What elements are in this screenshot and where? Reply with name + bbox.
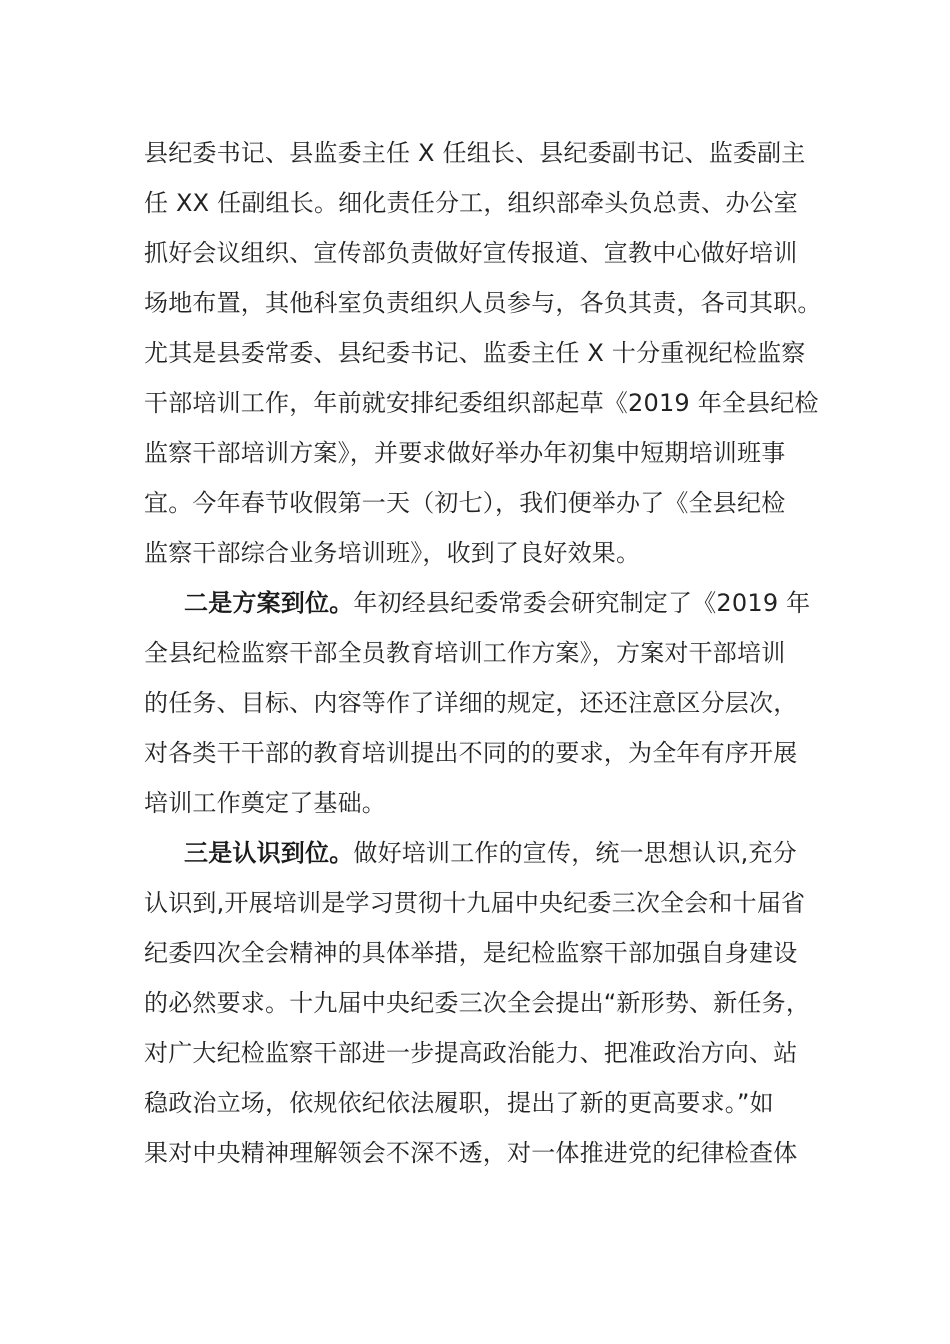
text-line: 全县纪检监察干部全员教育培训工作方案》，方案对干部培训 bbox=[144, 639, 786, 667]
paragraph-heading: 二是方案到位。 bbox=[184, 589, 354, 617]
text-line: 监察干部综合业务培训班》，收到了良好效果。 bbox=[144, 539, 641, 567]
paragraph-2 bbox=[144, 578, 814, 828]
text-line: 对各类干干部的教育培训提出不同的的要求，为全年有序开展 bbox=[144, 739, 798, 767]
text-line: 对广大纪检监察干部进一步提高政治能力、把准政治方向、站 bbox=[144, 1039, 798, 1067]
text-line: 干部培训工作，年前就安排纪委组织部起草《2019 年全县纪检 bbox=[144, 389, 819, 417]
paragraph-3 bbox=[144, 828, 814, 1178]
text-line: 的任务、目标、内容等作了详细的规定，还还注意区分层次， bbox=[144, 689, 798, 717]
text-line: 纪委四次全会精神的具体举措，是纪检监察干部加强自身建设 bbox=[144, 939, 798, 967]
text-line: 尤其是县委常委、县纪委书记、监委主任 X 十分重视纪检监察 bbox=[144, 339, 806, 367]
text-line: 的必然要求。十九届中央纪委三次全会提出“新形势、新任务， bbox=[144, 989, 811, 1017]
text-line: 场地布置，其他科室负责组织人员参与，各负其责，各司其职。 bbox=[144, 289, 822, 317]
paragraph-first-line bbox=[144, 578, 814, 628]
text-line: 稳政治立场，依规依纪依法履职，提出了新的更高要求。”如 bbox=[144, 1089, 774, 1117]
text-line: 认识到,开展培训是学习贯彻十九届中央纪委三次全会和十届省 bbox=[144, 889, 806, 917]
text-line: 宜。今年春节收假第一天（初七），我们便举办了《全县纪检 bbox=[144, 489, 786, 517]
text-line: 监察干部培训方案》，并要求做好举办年初集中短期培训班事 bbox=[144, 439, 786, 467]
text-run: 做好培训工作的宣传，统一思想认识,充分 bbox=[353, 839, 797, 867]
paragraph-heading: 三是认识到位。 bbox=[184, 839, 354, 867]
paragraph-first-line bbox=[144, 828, 814, 878]
paragraph-1 bbox=[144, 128, 822, 578]
text-line: 抓好会议组织、宣传部负责做好宣传报道、宣教中心做好培训 bbox=[144, 239, 798, 267]
text-run: 年初经县纪委常委会研究制定了《2019 年 bbox=[353, 589, 811, 617]
text-line: 任 XX 任副组长。细化责任分工，组织部牵头负总责、办公室 bbox=[144, 189, 798, 217]
text-line: 培训工作奠定了基础。 bbox=[144, 789, 386, 817]
text-line: 果对中央精神理解领会不深不透，对一体推进党的纪律检查体 bbox=[144, 1139, 798, 1167]
text-line: 县纪委书记、县监委主任 X 任组长、县纪委副书记、监委副主 bbox=[144, 139, 806, 167]
document-body bbox=[144, 128, 822, 1178]
